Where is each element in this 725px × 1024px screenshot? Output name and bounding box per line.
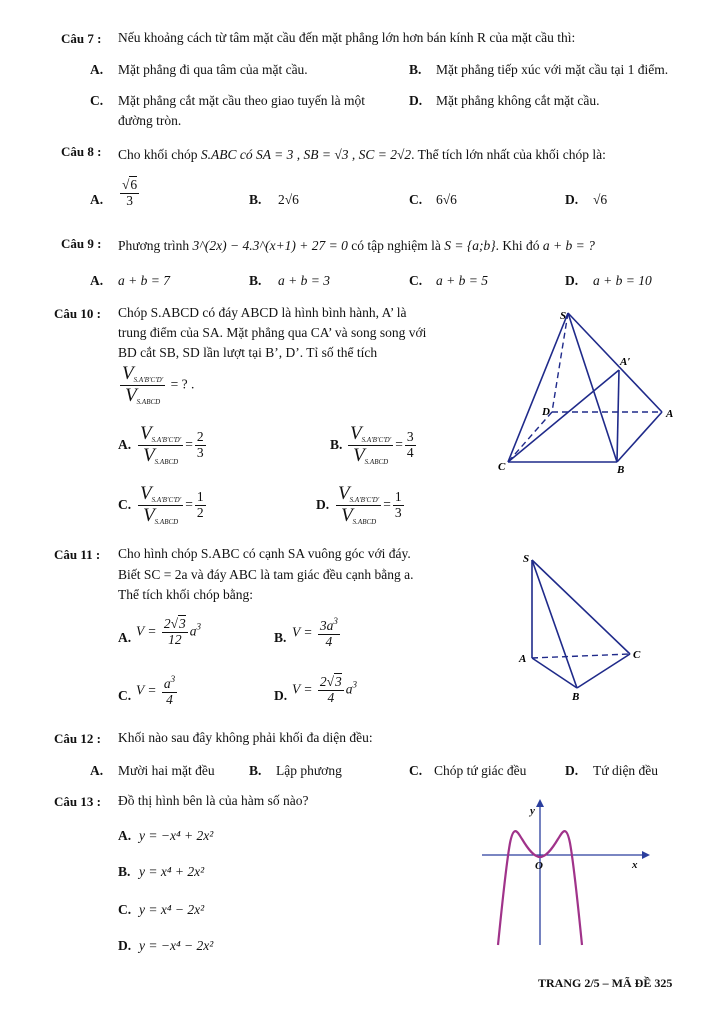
q11-option-d-label: D. [274,688,288,703]
q10-option-a-label: A. [118,437,132,452]
q11-label: Câu 11 : [54,547,101,562]
q11-label-c: C [633,649,641,661]
q12-option-d-text: Tứ diện đều [593,763,659,778]
q11-option-a-label: A. [118,630,132,645]
q10-label-a-prime: A′ [620,356,631,368]
q13-option-c-label: C. [118,902,132,917]
q9-option-c-text: a + b = 5 [436,273,488,288]
q10-label: Câu 10 : [54,306,101,321]
q13-origin-label: O [535,860,543,872]
q12-option-b-text: Lập phương [276,763,342,778]
q12-option-b-label: B. [249,763,262,778]
q12-label: Câu 12 : [54,731,101,746]
q11-option-b-text: V = $\frac{3a^3}{4}$ [292,616,338,649]
q13-function-graph [478,795,658,947]
q13-option-d-label: D. [118,938,132,953]
q7-option-b-label: B. [409,62,422,77]
q7-option-d-text: Mặt phẳng không cắt mặt cầu. [436,93,600,108]
q8-text [118,147,606,163]
q13-option-b-label: B. [118,864,131,879]
q10-label-d: D [542,406,550,418]
q11-label-a: A [519,653,527,665]
q13-option-b-text: y = x⁴ + 2x² [139,864,205,879]
q13-option-d-text: y = −x⁴ − 2x² [139,938,214,953]
q9-set: S = {a;b} [444,238,496,253]
q9-option-d-label: D. [565,273,579,288]
q8-text-before: Cho khối chóp [118,147,198,162]
q13-axis-label-y: y [530,805,535,817]
q9-text-after: . Khi đó [495,238,540,253]
q8-label: Câu 8 : [61,144,102,159]
q8-option-c-text: 6√6 [436,192,457,207]
q10-label-c: C [498,461,506,473]
q8-text-after: . Thể tích lớn nhất của khối chóp là: [411,147,606,162]
q10-option-b-value: $\frac{V_{S.A'B'C'D'}}{V_{S.ABCD}}$ = $\frac{3}{4}$ [350,423,414,466]
q7-text: Nếu khoảng cách từ tâm mặt cầu đến mặt phẳng lớn hơn bán kính R của mặt cầu thì: [118,30,576,45]
q9-label: Câu 9 : [61,236,102,251]
q9-question: a + b = ? [542,238,595,253]
q11-option-b-label: B. [274,630,287,645]
q10-line-1: Chóp S.ABCD có đáy ABCD là hình bình hành, A’ là [118,305,407,320]
q13-text: Đồ thị hình bên là của hàm số nào? [118,793,309,808]
q11-option-d-text: V = $\frac{2√3}{4}$ $a^3$ [292,674,358,705]
q10-option-c-value: $\frac{V_{S.A'B'C'D'}}{V_{S.ABCD}}$ = $\frac{1}{2}$ [140,483,204,526]
q13-option-a-label: A. [118,828,132,843]
q11-option-c-label: C. [118,688,132,703]
q8-option-d-text: √6 [593,192,608,207]
q8-text-math: S.ABC có SA = 3 , SB = √3 , SC = 2√2 [200,147,412,162]
q10-option-b-label: B. [330,437,343,452]
q7-option-c-label: C. [90,93,104,108]
q12-text: Khối nào sau đây không phải khối đa diện đều: [118,730,373,745]
q7-option-d-label: D. [409,93,423,108]
q13-option-c-text: y = x⁴ − 2x² [139,902,205,917]
q11-pyramid-figure [515,550,655,710]
q13-option-a-text: y = −x⁴ + 2x² [139,828,214,843]
q10-ratio: $\frac{V_{S.A'B'C'D'}}{V_{S.ABCD}}$ = ? . [122,363,195,406]
page-footer: TRANG 2/5 – MÃ ĐỀ 325 [538,976,673,990]
q10-line-2: trung điểm của SA. Mặt phẳng qua CA’ và song song với [118,325,427,340]
q10-label-a: A [666,408,674,420]
q11-line-1: Cho hình chóp S.ABC có cạnh SA vuông góc với đáy. [118,546,411,561]
q11-line-2: Biết SC = 2a và đáy ABC là tam giác đều cạnh bằng a. [118,567,414,582]
q8-option-b-label: B. [249,192,262,207]
q9-text-before: Phương trình [118,238,190,253]
q10-line-3: BD cắt SB, SD lần lượt tại B’, D’. Tỉ số thể tích [118,345,378,360]
q7-option-b-text: Mặt phẳng tiếp xúc với mặt cầu tại 1 điểm. [436,62,669,77]
q8-option-d-label: D. [565,192,579,207]
q10-pyramid-figure [490,305,690,480]
q9-equation: 3^(2x) − 4.3^(x+1) + 27 = 0 [192,238,348,253]
q11-label-s: S [523,553,530,565]
q12-option-a-label: A. [90,763,104,778]
q12-option-a-text: Mười hai mặt đều [118,763,215,778]
q9-option-b-text: a + b = 3 [278,273,330,288]
q7-label: Câu 7 : [61,31,102,46]
q10-option-d-value: $\frac{V_{S.A'B'C'D'}}{V_{S.ABCD}}$ = $\frac{1}{3}$ [338,483,402,526]
q10-label-b: B [617,464,625,476]
q8-option-b-text: 2√6 [278,192,299,207]
q13-label: Câu 13 : [54,794,101,809]
q10-label-s: S [560,310,567,322]
q13-axis-label-x: x [632,859,638,871]
q8-option-a-text: $\frac{√6}{3}$ [122,177,138,208]
q8-option-c-label: C. [409,192,423,207]
q9-text-mid: có tập nghiệm là [351,238,441,253]
q10-ratio-tail: = ? . [170,376,195,392]
q9-option-d-text: a + b = 10 [593,273,652,288]
q11-option-c-text: V = $\frac{a^3}{4}$ [136,674,176,707]
q10-option-d-label: D. [316,497,330,512]
q12-option-d-label: D. [565,763,579,778]
q10-option-c-label: C. [118,497,132,512]
q7-option-c-text: Mặt phẳng cắt mặt cầu theo giao tuyến là một [118,93,366,108]
q9-option-a-text: a + b = 7 [118,273,170,288]
q12-option-c-label: C. [409,763,423,778]
q10-option-a-value: $\frac{V_{S.A'B'C'D'}}{V_{S.ABCD}}$ = $\frac{2}{3}$ [140,423,204,466]
q11-line-3: Thể tích khối chóp bằng: [118,587,253,602]
q11-option-a-text: V = $\frac{2√3}{12}$ $a^3$ [136,616,202,647]
q9-option-c-label: C. [409,273,423,288]
q7-option-a-text: Mặt phẳng đi qua tâm của mặt cầu. [118,62,308,77]
q9-option-b-label: B. [249,273,262,288]
q9-option-a-label: A. [90,273,104,288]
q11-label-b: B [572,691,580,703]
q12-option-c-text: Chóp tứ giác đều [434,763,527,778]
q7-option-c-text-line2: đường tròn. [118,113,182,128]
q9-text [118,238,595,254]
q7-option-a-label: A. [90,62,104,77]
q8-option-a-label: A. [90,192,104,207]
